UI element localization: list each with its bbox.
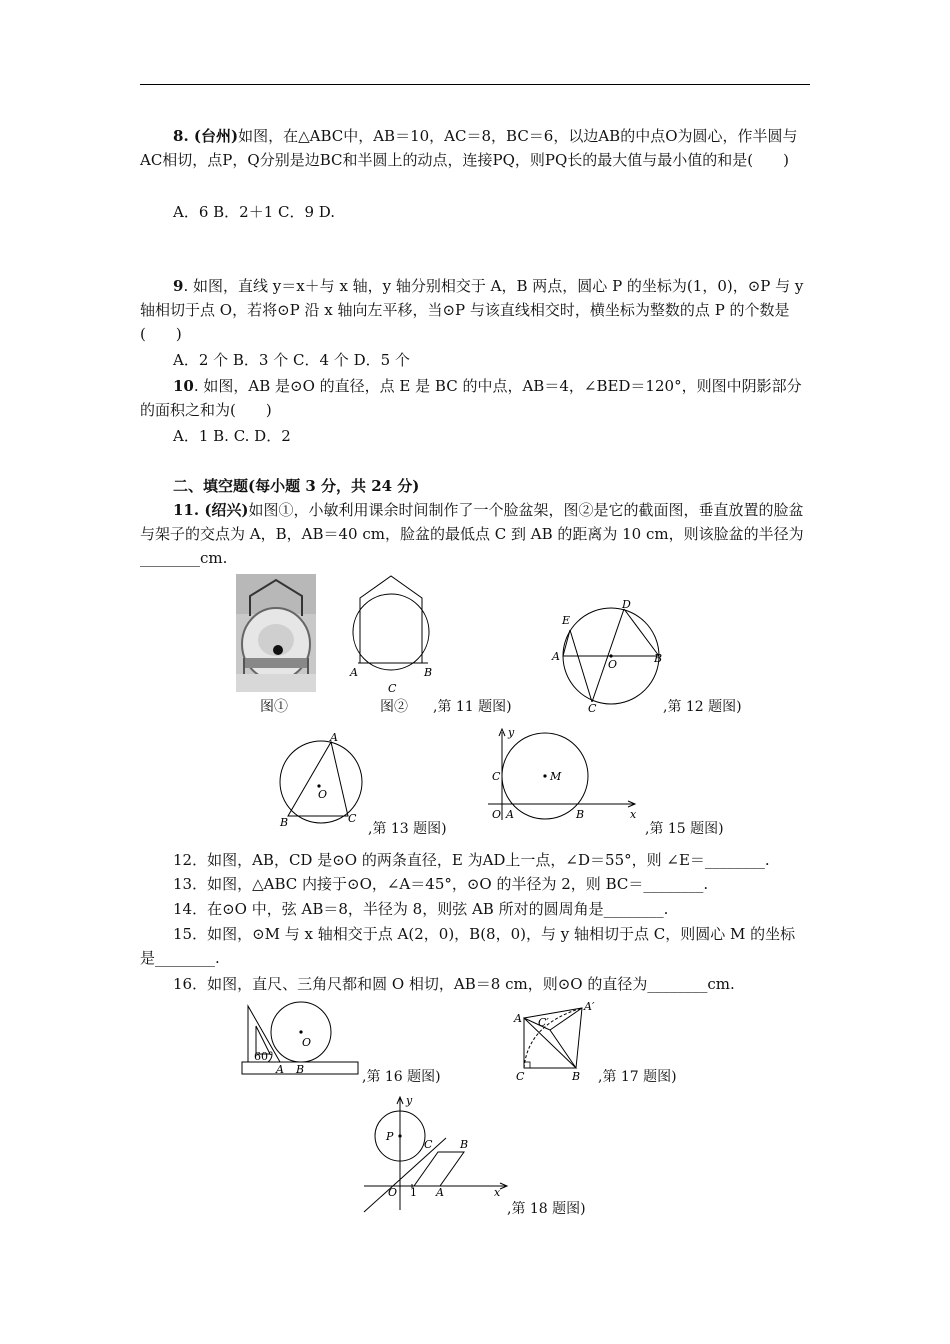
fig-2-caption: 图② <box>380 699 408 715</box>
label-y: y <box>406 1094 413 1107</box>
label-E: E <box>562 614 571 627</box>
label-C: C <box>588 702 597 715</box>
label-A: A <box>276 1063 284 1076</box>
label-C: C <box>516 1070 525 1083</box>
label-M: M <box>550 770 562 783</box>
question-8 <box>140 124 810 172</box>
question-source: . (绍兴) <box>193 501 249 519</box>
label-1: 1 <box>410 1186 417 1199</box>
question-9 <box>140 274 810 346</box>
label-y: y <box>508 726 515 739</box>
question-11 <box>140 498 810 570</box>
label-x: x <box>630 808 637 821</box>
fig-1-caption: 图① <box>260 699 288 715</box>
question-13: 13．如图，△ABC 内接于⊙O，∠A＝45°，⊙O 的半径为 2，则 BC＝________. <box>173 875 709 893</box>
label-C-prime: C′ <box>538 1016 549 1029</box>
label-C: C <box>348 812 357 825</box>
label-A: A <box>350 666 358 679</box>
label-A: A <box>514 1012 522 1025</box>
fig-12-caption: ,第 12 题图) <box>663 699 742 715</box>
question-number: 9 <box>173 277 184 295</box>
fig-15-caption: ,第 15 题图) <box>645 821 724 837</box>
question-text: 如图，在△ABC中，AB＝10，AC＝8，BC＝6，以边AB的中点O为圆心，作半圆与AC相切，点P，Q分别是边BC和半圆上的动点，连接PQ，则PQ长的最大值与最小值的和是( ) <box>140 127 798 169</box>
label-A: A <box>330 731 338 744</box>
question-16: 16．如图，直尺、三角尺都和圆 O 相切，AB＝8 cm，则⊙O 的直径为________cm. <box>173 975 735 993</box>
label-C: C <box>424 1138 433 1151</box>
label-O: O <box>492 808 502 821</box>
question-10-options: A．1 B. C. D．2 <box>173 427 291 445</box>
question-text: . 如图，直线 y＝x＋与 x 轴，y 轴分别相交于 A，B 两点，圆心 P 的坐标为(1，0)，⊙P 与 y 轴相切于点 O，若将⊙P 沿 x 轴向左平移，当⊙P 与该直线相交时，横坐标为整数的点 P 的个数是( ) <box>140 277 804 343</box>
header-rule <box>140 84 810 85</box>
figure-16 <box>238 1000 362 1078</box>
question-number: 11 <box>173 501 194 519</box>
figure-12 <box>546 598 676 715</box>
question-text: . 如图，AB 是⊙O 的直径，点 E 是 BC 的中点，AB＝4，∠BED＝120°，则图中阴影部分的面积之和为( ) <box>140 377 802 419</box>
label-B: B <box>424 666 433 679</box>
question-source: . (台州) <box>183 127 239 145</box>
figure-11 <box>344 572 440 696</box>
section-title: 二、填空题(每小题 3 分，共 24 分) <box>173 477 420 495</box>
label-B: B <box>654 652 663 665</box>
label-P: P <box>386 1130 394 1143</box>
label-C: C <box>388 682 397 695</box>
question-12: 12．如图，AB，CD 是⊙O 的两条直径，E 为AD上一点，∠D＝55°，则 ∠E＝________. <box>173 851 770 869</box>
label-angle-60: 60° <box>254 1050 274 1063</box>
figure-17 <box>510 1000 602 1084</box>
label-B: B <box>296 1063 305 1076</box>
fig-17-caption: ,第 17 题图) <box>598 1069 677 1085</box>
fig-11-caption: ,第 11 题图) <box>433 699 512 715</box>
figure-15 <box>484 726 644 826</box>
label-D: D <box>622 598 631 611</box>
question-number: 8 <box>173 127 184 145</box>
label-B: B <box>280 816 289 829</box>
fig-16-caption: ,第 16 题图) <box>362 1069 441 1085</box>
label-x: x <box>494 1186 501 1199</box>
question-8-options: A．6 B．2＋1 C．9 D. <box>173 203 336 221</box>
question-9-options: A．2 个 B．3 个 C．4 个 D．5 个 <box>173 351 410 369</box>
figure-13 <box>274 732 370 828</box>
question-14: 14．在⊙O 中，弦 AB＝8，半径为 8，则弦 AB 所对的圆周角是________. <box>173 900 669 918</box>
question-15: 15．如图，⊙M 与 x 轴相交于点 A(2，0)，B(8，0)，与 y 轴相切于点 C，则圆心 M 的坐标是________. <box>140 925 796 967</box>
label-B: B <box>460 1138 469 1151</box>
label-O: O <box>388 1186 398 1199</box>
label-O: O <box>318 788 328 801</box>
question-text: 如图①，小敏利用课余时间制作了一个脸盆架，图②是它的截面图，垂直放置的脸盆与架子的交点为 A，B，AB＝40 cm，脸盆的最低点 C 到 AB 的距离为 10 cm，则该脸盆的半径为________cm. <box>140 501 804 567</box>
label-B: B <box>572 1070 581 1083</box>
label-C: C <box>492 770 501 783</box>
question-10 <box>140 374 810 422</box>
basin-photo <box>236 574 316 692</box>
label-A: A <box>506 808 514 821</box>
label-A-prime: A′ <box>584 1000 595 1013</box>
fig-18-caption: ,第 18 题图) <box>507 1201 586 1217</box>
fig-13-caption: ,第 13 题图) <box>368 821 447 837</box>
label-O: O <box>608 658 618 671</box>
figure-18 <box>360 1094 510 1214</box>
label-B: B <box>576 808 585 821</box>
question-number: 10 <box>173 377 194 395</box>
label-A: A <box>552 650 560 663</box>
label-A: A <box>436 1186 444 1199</box>
label-O: O <box>302 1036 312 1049</box>
